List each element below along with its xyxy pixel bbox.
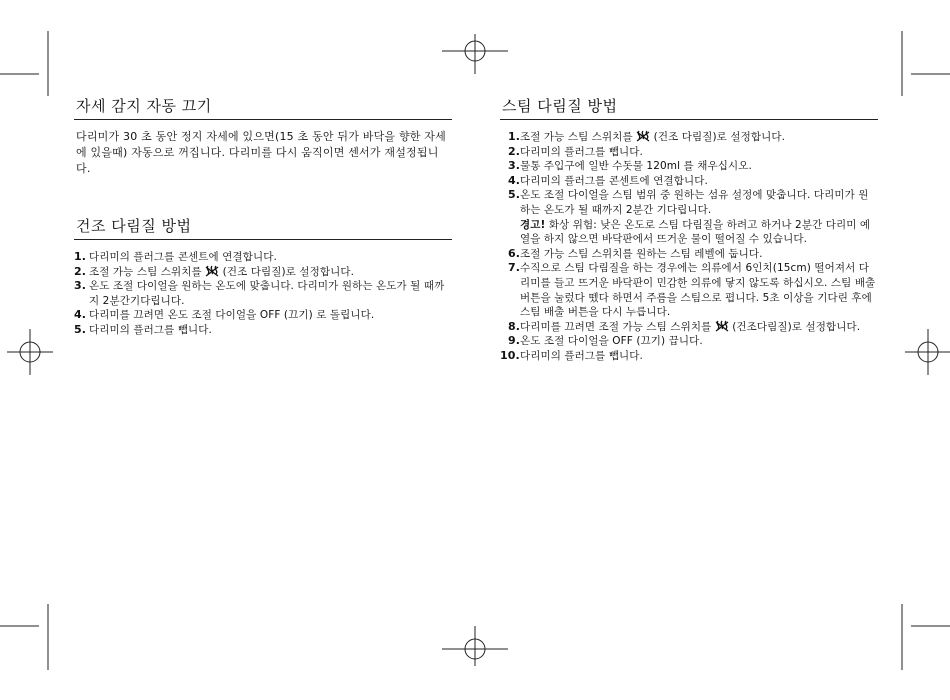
no-steam-iron-icon (205, 265, 219, 277)
steam-step-7: 7. 수직으로 스팀 다림질을 하는 경우에는 의류에서 6인치(15cm) 떨어져서 다리미를 들고 뜨거운 바닥판이 민감한 의류에 닿지 않도록 하십시오. 스팀 배출 버튼을 눌렀다 뗐다 하면서 주름을 스팀으로 폅니다. 5초 이상을 기다린 후에 스팀 배출 버튼을 다시 누릅니다. (508, 261, 876, 319)
steam-step-5: 5. 온도 조절 다이얼을 스팀 범위 중 원하는 섬유 설정에 맞춥니다. 다리미가 원하는 온도가 될 때까지 2분간 기다립니다. 경고! 화상 위험: 낮은 온도로 스팀 다림질을 하려고 하거나 2분간 다리미 예열을 하지 않으면 바닥판에서 뜨거운 물이 떨어질 수 있습니다. (508, 188, 871, 246)
steam-step-4: 4. 다리미의 플러그를 콘센트에 연결합니다. (508, 173, 708, 187)
no-steam-iron-icon (715, 320, 729, 332)
steam-step-9: 9. 온도 조절 다이얼을 OFF (끄기) 끕니다. (508, 334, 703, 348)
dry-ironing-steps (74, 250, 452, 338)
steam-ironing-title: 스팀 다림질 방법 (500, 96, 878, 120)
warning-label: 경고! (520, 218, 546, 231)
warning-text: 화상 위험: 낮은 온도로 스팀 다림질을 하려고 하거나 2분간 다리미 예열을 하지 않으면 바닥판에서 뜨거운 물이 떨어질 수 있습니다. (520, 218, 871, 246)
dry-step-5: 5. 다리미의 플러그를 뺍니다. (74, 322, 212, 336)
steam-step-8: 8. 다리미를 끄려면 조절 가능 스팀 스위치를 (건조다림질)로 설정합니다. (508, 319, 861, 333)
dry-step-2: 2. 조절 가능 스팀 스위치를 (건조 다림질)로 설정합니다. (74, 264, 355, 278)
dry-step-1: 1. 다리미의 플러그를 콘센트에 연결합니다. (74, 250, 277, 263)
steam-step-10: 10. 다리미의 플러그를 뺍니다. (500, 348, 643, 362)
steam-step-3: 3. 물통 주입구에 일반 수돗물 120ml 를 채우십시오. (508, 159, 752, 173)
steam-step-1: 1. 조절 가능 스팀 스위치를 (건조 다림질)로 설정합니다. (508, 130, 786, 143)
dry-step-4: 4. 다리미를 끄려면 온도 조절 다이얼을 OFF (끄기) 로 돌립니다. (74, 308, 375, 322)
dry-step-3: 3. 온도 조절 다이얼을 원하는 온도에 맞춥니다. 다리미가 원하는 온도가 될 때까지 2분간기다립니다. (74, 279, 445, 307)
auto-off-title: 자세 감지 자동 끄기 (74, 96, 452, 120)
dry-ironing-title: 건조 다림질 방법 (74, 216, 452, 240)
steam-ironing-steps (500, 130, 878, 364)
no-steam-iron-icon (636, 130, 650, 142)
steam-step-6: 6. 조절 가능 스팀 스위치를 원하는 스팀 레벨에 둡니다. (508, 246, 763, 260)
left-column (74, 96, 452, 338)
right-column (500, 96, 878, 364)
steam-step-2: 2. 다리미의 플러그를 뺍니다. (508, 144, 643, 158)
auto-off-text: 다리미가 30 초 동안 정지 자세에 있으면(15 초 동안 뒤가 바닥을 향한 자세에 있을때) 자동으로 꺼집니다. 다리미를 다시 움직이면 센서가 재설정됩니다. (76, 130, 446, 175)
